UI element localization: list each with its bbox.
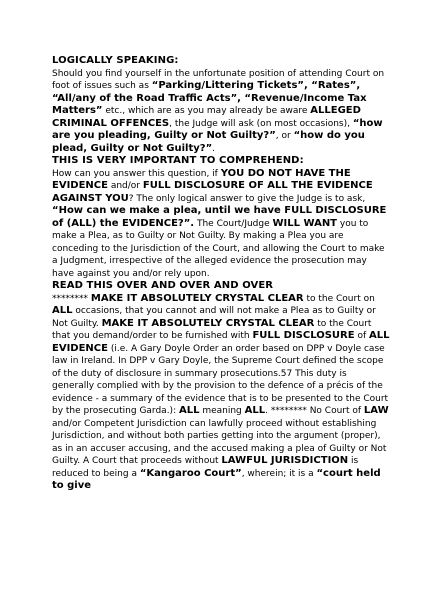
bold-run: ALL EVIDENCE — [52, 330, 390, 354]
bold-run: “Kangaroo Court” — [139, 467, 242, 479]
bold-run: ALLEGED CRIMINAL OFFENCES — [52, 105, 361, 129]
text-run: . ******** No Court of — [265, 406, 364, 416]
text-run: The Court/Judge — [194, 218, 273, 229]
bold-run: MAKE IT ABSOLUTELY CRYSTAL CLEAR — [101, 317, 315, 329]
text-run: etc., which are as you may already be aware — [102, 106, 311, 116]
bold-run: MAKE IT ABSOLUTELY CRYSTAL CLEAR — [90, 292, 304, 304]
text-run: meaning — [199, 406, 245, 416]
bold-run: FULL DISCLOSURE OF ALL THE EVIDENCE AGAINST YOU — [52, 180, 373, 204]
bold-run: “Parking/Littering Tickets”, “Rates”, “All/any of the Road Traffic Acts”, “Revenue/Income Tax Matters” — [52, 80, 367, 116]
text-run: is reduced to being a — [52, 456, 359, 479]
text-run: and/or — [107, 181, 143, 191]
text-run: (i.e. A Gary Doyle Order an order based on DPP v Doyle case law in Ireland. In DPP v Gary Doyle, the Supreme Court defined the scope of the duty of disclosure in summary prosecutions.57 This duty is generally complied with by the provision to the defence of a précis of the evidence - a summary of the evidence that is to be presented to the Court by the prosecuting Garda.): — [52, 343, 389, 416]
text-run: ? The only logical answer to give the Judge is to ask, — [128, 193, 366, 204]
text-run: ******** — [52, 293, 91, 304]
paragraph-crystal-clear — [52, 293, 390, 493]
bold-run: ALL — [52, 305, 73, 316]
bold-run: “court held to give — [52, 467, 381, 491]
bold-run: FULL DISCLOSURE — [252, 330, 355, 341]
bold-run: YOU DO NOT HAVE THE EVIDENCE — [52, 167, 351, 191]
text-run: to the Court that you demand/order to be furnished with — [52, 318, 372, 341]
text-run: and/or Competent Jurisdiction can lawfully proceed without establishing Jurisdiction, and without both parties getting into the argument (proper), as in an accuser accusing, and the accused making a plea of Guilty or Not Guilty. A Court that proceeds without — [52, 418, 387, 466]
bold-run: “how do you plead, Guilty or Not Guilty?” — [52, 130, 365, 154]
document-page — [52, 55, 390, 493]
bold-run: LAW — [363, 405, 389, 416]
paragraph-court-issues — [52, 68, 390, 156]
text-run: occasions, that you cannot and will not make a Plea as to Guilty or Not Guilty. — [52, 306, 376, 329]
text-run: , the Judge will ask (on most occasions), — [169, 118, 353, 129]
text-run: , or — [275, 131, 294, 141]
text-run: , wherein; it is a — [241, 468, 317, 479]
bold-run: “How can we make a plea, until we have FULL DISCLOSURE of (ALL) the EVIDENCE?”. — [52, 205, 387, 229]
text-run: to the Court on — [303, 293, 375, 304]
text-run: How can you answer this question, if — [52, 168, 221, 179]
heading-very-important: THIS IS VERY IMPORTANT TO COMPREHEND: — [52, 155, 304, 166]
heading-read-this-over: READ THIS OVER AND OVER AND OVER — [52, 280, 274, 291]
bold-run: WILL WANT — [272, 217, 338, 229]
paragraph-disclosure — [52, 168, 390, 281]
bold-run: LAWFUL JURISDICTION — [221, 455, 349, 466]
bold-run: ALL — [244, 405, 266, 416]
text-run: Should you find yourself in the unfortunate position of attending Court on foot of issues such as — [52, 68, 385, 91]
heading-logically-speaking: LOGICALLY SPEAKING: — [52, 55, 179, 66]
text-run: you to make a Plea, as to Guilty or Not Guilty. By making a Plea you are conceding to the Jurisdiction of the Court, and allowing the Court to make a Judgment, irrespective of the alleged evidence the prosecution may have against you and/or rely upon. — [52, 218, 385, 279]
text-run: . — [212, 143, 216, 154]
bold-run: “how are you pleading, Guilty or Not Guilty?” — [52, 117, 383, 141]
text-run: of — [354, 331, 369, 341]
bold-run: ALL — [178, 405, 200, 416]
